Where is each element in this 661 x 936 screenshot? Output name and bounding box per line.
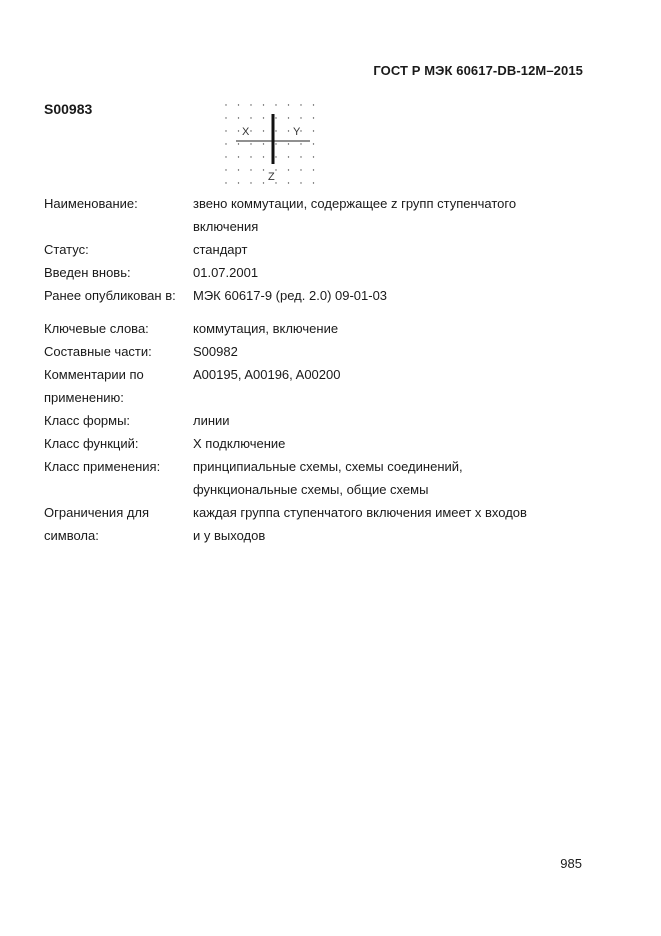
property-value-line: S00982: [193, 344, 238, 359]
property-value: [193, 284, 564, 307]
property-label: [44, 317, 193, 340]
grid-dot: [225, 130, 226, 131]
grid-dot: [313, 117, 314, 118]
grid-dot: [300, 143, 301, 144]
grid-dot: [250, 117, 251, 118]
grid-dot: [263, 104, 264, 105]
grid-dot: [238, 130, 239, 131]
grid-dot: [238, 117, 239, 118]
grid-dot: [288, 156, 289, 157]
grid-dot: [275, 117, 276, 118]
grid-dot: [263, 143, 264, 144]
grid-dot: [300, 130, 301, 131]
grid-dot: [275, 156, 276, 157]
grid-dot: [263, 156, 264, 157]
label-y: Y: [293, 126, 301, 138]
property-label-line: применению:: [44, 390, 124, 405]
property-label: [44, 238, 193, 261]
grid-dot: [300, 169, 301, 170]
property-row: [44, 501, 564, 547]
property-value-line: МЭК 60617-9 (ред. 2.0) 09-01-03: [193, 288, 388, 303]
grid-dot: [288, 104, 289, 105]
property-value-line: каждая группа ступенчатого включения имеет x входов: [193, 505, 527, 520]
property-row: [44, 340, 564, 363]
property-label-line: символа:: [44, 528, 99, 543]
grid-dot: [225, 104, 226, 105]
property-value: [193, 455, 564, 501]
grid-dot: [313, 182, 314, 183]
grid-dot: [275, 169, 276, 170]
property-label-line: Ранее опубликован в:: [44, 288, 176, 303]
property-label-line: Наименование:: [44, 196, 138, 211]
property-value-line: функциональные схемы, общие схемы: [193, 482, 429, 497]
property-label: [44, 432, 193, 455]
grid-dot: [288, 143, 289, 144]
grid-dot: [250, 143, 251, 144]
grid-dot: [238, 169, 239, 170]
property-value-line: A00195, A00196, A00200: [193, 367, 341, 382]
property-label-line: Составные части:: [44, 344, 152, 359]
property-row: [44, 317, 564, 340]
property-label-line: Класс формы:: [44, 413, 131, 428]
grid-dot: [288, 130, 289, 131]
property-label: [44, 340, 193, 363]
grid-dot: [238, 104, 239, 105]
grid-dot: [275, 130, 276, 131]
grid-dot: [238, 143, 239, 144]
property-value-line: X подключение: [193, 436, 286, 451]
grid-dot: [225, 182, 226, 183]
property-label-line: Ограничения для: [44, 505, 150, 520]
property-value: [193, 363, 564, 409]
grid-dot: [238, 182, 239, 183]
grid-dot: [250, 104, 251, 105]
grid-dot: [263, 130, 264, 131]
property-label: [44, 261, 193, 284]
property-row: [44, 432, 564, 455]
property-value-line: включения: [193, 219, 259, 234]
property-label-line: Введен вновь:: [44, 265, 131, 280]
property-row: [44, 284, 564, 307]
property-label: [44, 192, 193, 238]
grid-dot: [225, 156, 226, 157]
label-z: Z: [268, 171, 275, 183]
property-label-line: Статус:: [44, 242, 89, 257]
property-row: [44, 238, 564, 261]
property-value-line: стандарт: [193, 242, 248, 257]
symbol-id: S00983: [44, 101, 93, 117]
property-label-line: Класс функций:: [44, 436, 139, 451]
grid-dot: [225, 117, 226, 118]
property-value-line: коммутация, включение: [193, 321, 339, 336]
grid-dot: [275, 182, 276, 183]
property-value-line: линии: [193, 413, 230, 428]
property-row: [44, 409, 564, 432]
grid-dot: [250, 182, 251, 183]
grid-dot: [250, 169, 251, 170]
grid-dot: [300, 117, 301, 118]
property-value: [193, 261, 564, 284]
property-row: [44, 261, 564, 284]
property-value: [193, 238, 564, 261]
grid-dot: [250, 130, 251, 131]
grid-dot: [225, 169, 226, 170]
property-label-line: Комментарии по: [44, 367, 144, 382]
grid-dot: [288, 182, 289, 183]
grid-dot: [275, 143, 276, 144]
property-label: [44, 363, 193, 409]
property-label: [44, 284, 193, 307]
grid-dot: [263, 182, 264, 183]
property-value: [193, 340, 564, 363]
grid-dot: [313, 130, 314, 131]
property-label: [44, 455, 193, 501]
grid-dot: [288, 117, 289, 118]
grid-dot: [313, 143, 314, 144]
property-value-line: и y выходов: [193, 528, 266, 543]
property-row: [44, 192, 564, 238]
grid-dot: [225, 143, 226, 144]
property-row: [44, 455, 564, 501]
property-value-line: звено коммутации, содержащее z групп ступенчатого: [193, 196, 517, 211]
grid-dot: [313, 169, 314, 170]
property-value-line: принципиальные схемы, схемы соединений,: [193, 459, 463, 474]
property-label-line: Ключевые слова:: [44, 321, 149, 336]
symbol-graphic: [220, 98, 330, 190]
property-value: [193, 432, 564, 455]
page-number: 985: [560, 856, 582, 871]
grid-dot: [250, 156, 251, 157]
grid-dot: [263, 169, 264, 170]
grid-dot: [300, 156, 301, 157]
property-label-line: Класс применения:: [44, 459, 161, 474]
property-value: [193, 409, 564, 432]
label-x: X: [242, 126, 250, 138]
grid-dot: [313, 104, 314, 105]
property-value-line: 01.07.2001: [193, 265, 259, 280]
grid-dot: [288, 169, 289, 170]
grid-dot: [300, 182, 301, 183]
grid-dot: [238, 156, 239, 157]
property-value: [193, 192, 564, 238]
grid-dot: [300, 104, 301, 105]
standard-designation: ГОСТ Р МЭК 60617-DB-12M–2015: [373, 63, 583, 78]
property-value: [193, 317, 564, 340]
property-label: [44, 501, 193, 547]
grid-dot: [275, 104, 276, 105]
properties-table: [44, 192, 564, 547]
grid-dot: [263, 117, 264, 118]
property-row: [44, 363, 564, 409]
property-value: [193, 501, 564, 547]
grid-dot: [313, 156, 314, 157]
property-label: [44, 409, 193, 432]
